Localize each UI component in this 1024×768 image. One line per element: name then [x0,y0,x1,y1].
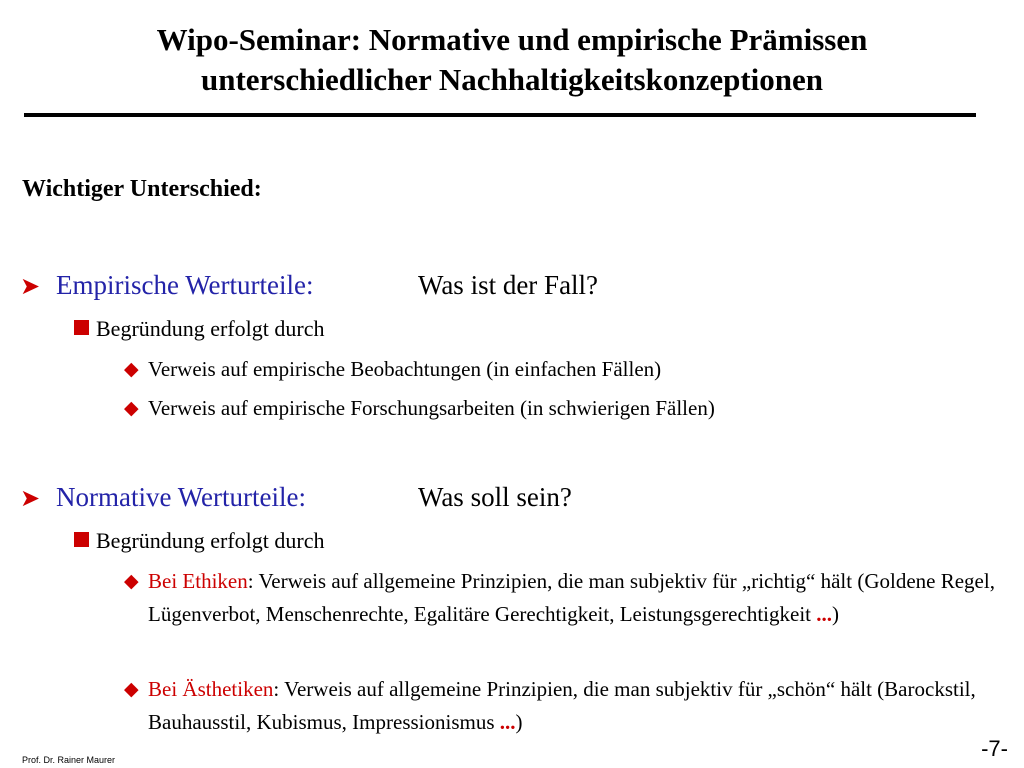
point-text: Verweis auf empirische Forschungsarbeiten (in schwierigen Fällen) [148,396,715,420]
sub-bullet-normative [74,527,325,555]
ellipsis: ... [816,602,832,626]
section-heading: Wichtiger Unterschied: [22,176,262,202]
term-empirical: Empirische Werturteile: [56,270,314,300]
point-text: Verweis auf allgemeine Prinzipien, die man subjektiv für „richtig“ hält (Goldene Regel, Lügenverbot, Menschenrechte, Egalitäre Gerechtigkeit, Leistungsgerechtigkeit [148,569,995,626]
sub-bullet-empirical [74,315,325,343]
arrowhead-bullet-icon: ➤ [20,272,41,300]
point-empirical-1 [124,353,1004,386]
close-paren: ) [515,710,523,734]
point-aesthetics [124,673,1004,739]
prefix-aesthetics: Bei Ästhetiken [148,677,274,701]
ellipsis: ... [499,710,516,734]
point-text: Verweis auf empirische Beobachtungen (in einfachen Fällen) [148,357,662,381]
close-paren: ) [832,602,839,626]
diamond-bullet-icon: ◆ [124,570,139,592]
question-empirical: Was ist der Fall? [418,270,599,300]
term-normative: Normative Werturteile: [56,482,306,512]
page-number: -7- [981,736,1008,761]
slide-title [24,20,1000,100]
point-text: Verweis auf allgemeine Prinzipien, die man subjektiv für „schön“ hält (Barockstil, Bauhausstil, Kubismus, Impressionismus [148,677,976,734]
question-normative: Was soll sein? [418,482,572,512]
diamond-bullet-icon: ◆ [124,397,139,419]
title-line-1: Wipo-Seminar: Normative und empirische Prämissen [156,22,868,57]
sub-text: Begründung erfolgt durch [96,528,325,553]
diamond-bullet-icon: ◆ [124,678,139,700]
diamond-bullet-icon: ◆ [124,358,139,380]
bullet-normative [20,480,572,515]
prefix-colon: : [273,677,280,701]
square-bullet-icon [74,532,89,547]
prefix-colon: : [247,569,254,593]
point-ethics [124,565,1004,631]
footer-author: Prof. Dr. Rainer Maurer [22,755,116,765]
bullet-empirical [20,268,598,303]
point-empirical-2 [124,392,1004,425]
square-bullet-icon [74,320,89,335]
prefix-ethics: Bei Ethiken [148,569,248,593]
title-divider [24,113,976,117]
sub-text: Begründung erfolgt durch [96,316,325,341]
arrowhead-bullet-icon: ➤ [20,484,41,512]
title-line-2: unterschiedlicher Nachhaltigkeitskonzeptionen [200,62,824,97]
